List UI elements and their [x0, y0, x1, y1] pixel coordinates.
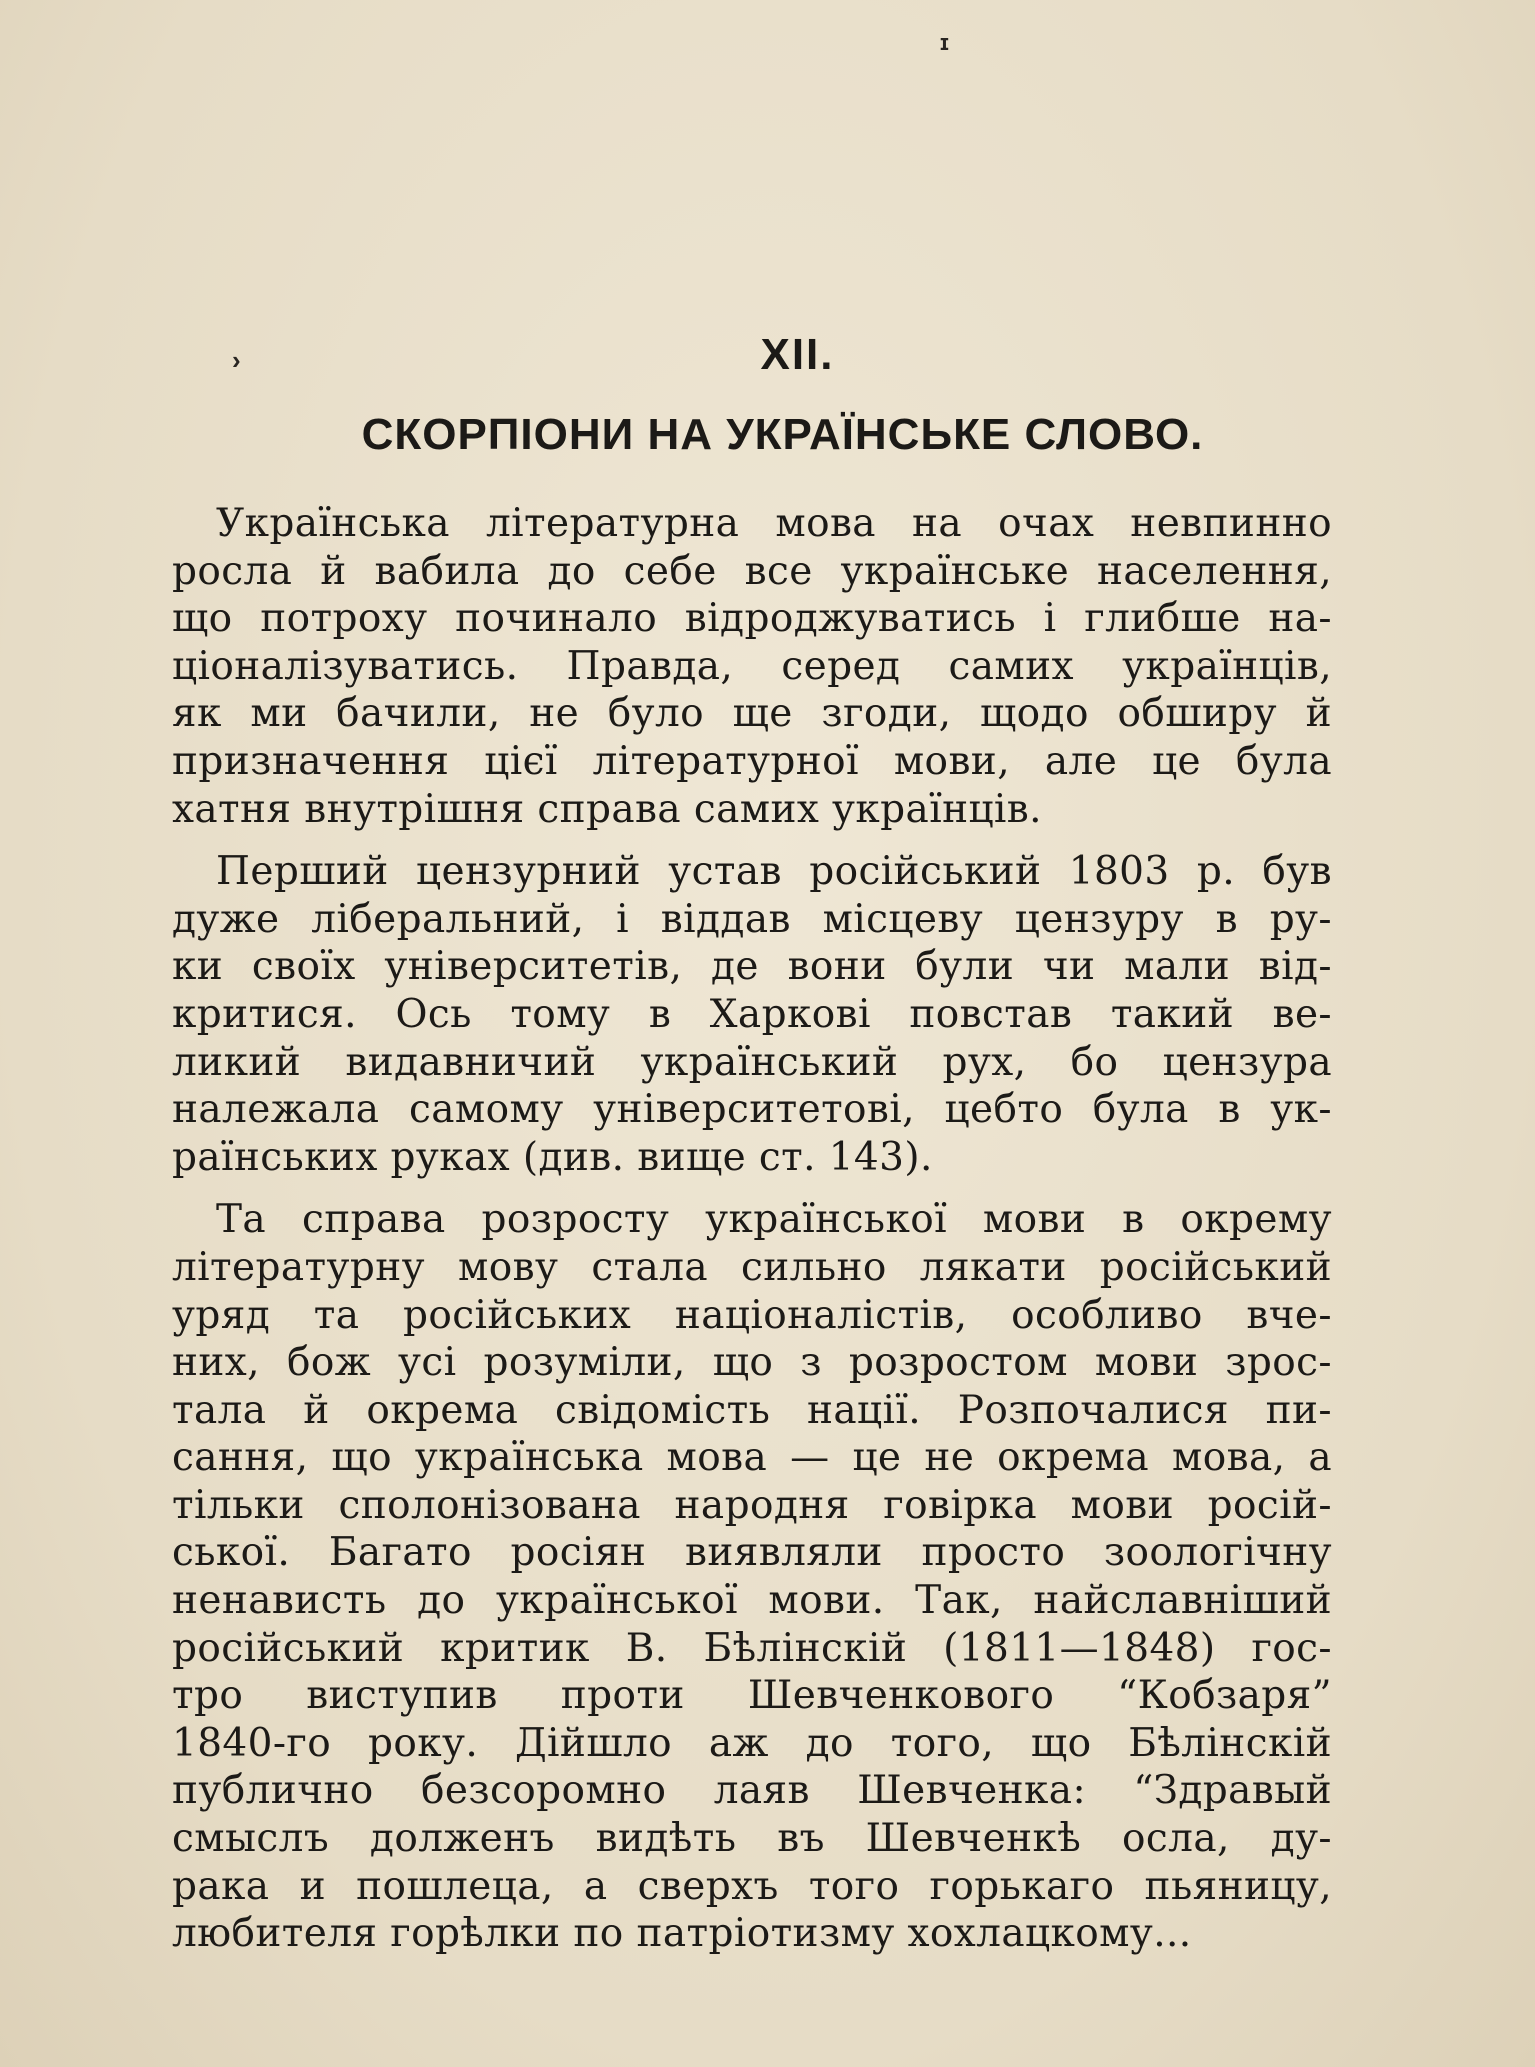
- text-line: Перший цензурний устав російський 1803 р. був: [216, 849, 1332, 895]
- text-line: ки своїх університетів, де вони були чи мали від-: [172, 944, 1332, 990]
- ink-speck: ›: [232, 345, 241, 375]
- text-line: тро виступив проти Шевченкового “Кобзаря”: [172, 1673, 1332, 1719]
- text-line: публично безсоромно лаяв Шевченка: “Здравый: [172, 1768, 1332, 1814]
- chapter-number: XII.: [760, 330, 835, 379]
- paragraph-1: [172, 500, 1332, 833]
- text-line: смыслъ долженъ видѣть въ Шевченкѣ осла, ду-: [172, 1816, 1332, 1862]
- text-line: критися. Ось тому в Харкові повстав такий ве-: [172, 991, 1332, 1037]
- text-line: належала самому університетові, цебто була в ук-: [172, 1087, 1332, 1133]
- paragraph-3: [172, 1196, 1332, 1958]
- text-line: сання, що українська мова — це не окрема мова, а: [172, 1435, 1332, 1481]
- text-line: що потроху починало відроджуватись і глибше на-: [172, 596, 1332, 642]
- text-line: тала й окрема свідомість нації. Розпочалися пи-: [172, 1387, 1332, 1433]
- text-line: них, бож усі розуміли, що з розростом мови зрос-: [172, 1340, 1332, 1386]
- text-line: літературну мову стала сильно лякати російський: [172, 1244, 1332, 1290]
- text-line: російський критик В. Бѣлінскій (1811—1848) гос-: [172, 1625, 1332, 1671]
- chapter-title: СКОРПІОНИ НА УКРАЇНСЬКЕ СЛОВО.: [361, 410, 1204, 459]
- paragraph-2: [172, 848, 1332, 1181]
- text-line: тільки сполонізована народня говірка мови росій-: [172, 1482, 1332, 1528]
- text-line: рака и пошлеца, а сверхъ того горькаго пьяницу,: [172, 1863, 1332, 1909]
- text-line: раїнських руках (див. вище ст. 143).: [172, 1134, 933, 1180]
- text-line: ликий видавничий український рух, бо цензура: [172, 1039, 1332, 1085]
- ink-speck: ɪ: [940, 30, 949, 55]
- text-line: ненависть до української мови. Так, найславніший: [172, 1578, 1332, 1624]
- body-text: [172, 500, 1332, 1973]
- text-line: Та справа розросту української мови в окрему: [216, 1197, 1332, 1243]
- text-line: хатня внутрішня справа самих українців.: [172, 786, 1042, 832]
- text-line: уряд та російських націоналістів, особливо вче-: [172, 1292, 1332, 1338]
- text-line: дуже ліберальний, і віддав місцеву цензуру в ру-: [172, 896, 1332, 942]
- text-line: любителя горѣлки по патріотизму хохлацкому...: [172, 1911, 1192, 1957]
- text-line: як ми бачили, не було ще згоди, щодо обширу й: [172, 691, 1332, 737]
- text-line: призначення цієї літературної мови, але це була: [172, 738, 1332, 784]
- text-line: ціоналізуватись. Правда, серед самих українців,: [172, 643, 1332, 689]
- text-line: 1840-го року. Дійшло аж до того, що Бѣлінскій: [172, 1720, 1332, 1766]
- text-line: ської. Багато росіян виявляли просто зоологічну: [172, 1530, 1332, 1576]
- text-line: Українська літературна мова на очах невпинно: [216, 501, 1332, 546]
- text-line: росла й вабила до себе все українське населення,: [172, 548, 1332, 594]
